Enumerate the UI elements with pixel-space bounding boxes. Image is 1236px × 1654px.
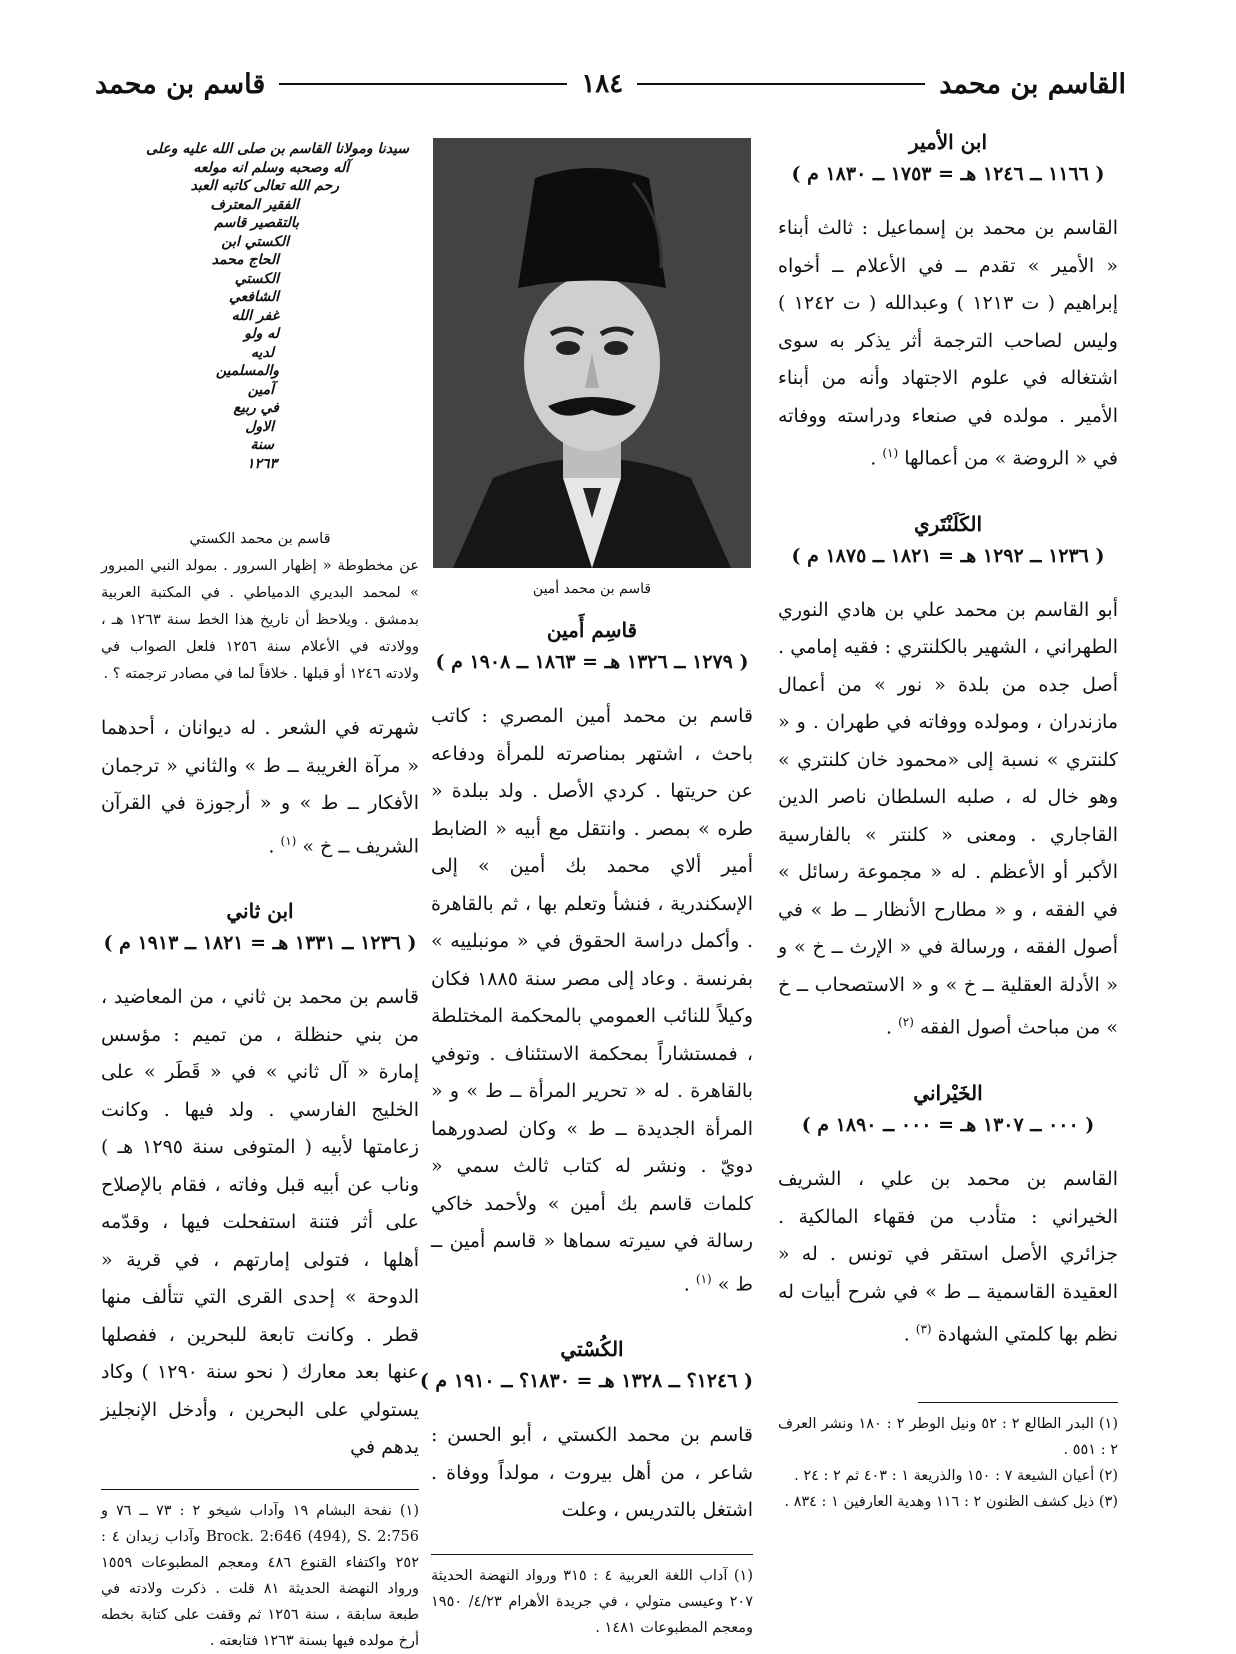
footnote-list [778, 1411, 1118, 1515]
manuscript-text [109, 140, 419, 473]
entry-body-text: أبو القاسم بن محمد علي بن هادي النوري الطهراني ، الشهير بالكلنتري : فقيه إمامي . أصل جده من بلدة « نور » من أعمال مازندران ، ومولده ووفاته في طهران . و « كلنتري » نسبة إلى «محمود خان كلنتري » وهو خال له ، صلبه السلطان ناصر الدين القاجاري . ومعنى « كلنتر » بالفارسية الأكبر أو الأعظم . له « مجموعة رسائل » في الفقه ، و « مطارح الأنظار ــ ط » في أصول الفقه ، ورسالة في « الإرث ــ خ » و « الأدلة العقلية ــ خ » و « الاستصحاب ــ خ » من مباحث أصول الفقه [778, 598, 1118, 1039]
manuscript-line: الحاج محمد [211, 252, 279, 268]
manuscript-caption-body: عن مخطوطة « إظهار السرور . بمولد النبي المبرور » لمحمد البديري الدمياطي . في المكتبة العربية بدمشق . ويلاحظ أن تاريخ هذا الخط سنة ١٢٦٣ هـ ، وولادته في الأعلام سنة ١٢٥٦ فلعل الصواب في ولادته ١٢٤٦ أو قبلها . خلافاً لما في مصادر ترجمته ؟ . [101, 558, 420, 682]
manuscript-line: رحم الله تعالى كاتبه العبد [190, 178, 339, 194]
entry-body: قاسم بن محمد أمين المصري : كاتب باحث ، اشتهر بمناصرته للمرأة ودفاعه عن حريتها . كردي الأصل . ولد ببلدة « طره » بمصر . وانتقل مع أبيه « الضابط أمير ألاي محمد بك أمين » إلى الإسكندرية ، فنشأ وتعلم بها ، ثم بالقاهرة . وأكمل دراسة الحقوق في « مونبلييه » بفرنسة . وعاد إلى مصر سنة ١٨٨٥ فكان وكيلاً للنائب العمومي بالمحكمة المختلطة ، فمستشاراً بمحكمة الاستئناف . وتوفي بالقاهرة . له « تحرير المرأة ــ ط » و « المرأة الجديدة ــ ط » وكان لصدورهما دويّ . ونشر له كتاب ثالث سمي « كلمات قاسم بك أمين » ولأحمد خاكي رسالة في سيرته سماها « قاسم أمين ــ ط » $^{(١)}$ . [431, 705, 754, 1295]
manuscript-line: والمسلمين [215, 363, 279, 379]
entry-title: الكُسْتي [560, 1337, 624, 1362]
manuscript-line: الكستي [234, 270, 279, 287]
entry-title: الكَلَنْتَري [913, 511, 983, 536]
entry-dates: ( ١٢٤٦؟ ــ ١٣٢٨ هـ = ١٨٣٠؟ ــ ١٩١٠ م ) [419, 1370, 753, 1393]
manuscript-caption-title: قاسم بن محمد الكستي [189, 531, 331, 547]
footnote: (٣) ذيل كشف الظنون ٢ : ١١٦ وهدية العارفين ١ : ٨٣٤ . [784, 1493, 1118, 1510]
entry-title: الخَيْراني [913, 1081, 983, 1106]
manuscript-line: الفقير المعترف [210, 196, 299, 213]
footnotes [101, 1489, 419, 1654]
entry-body-continued: شهرته في الشعر . له ديوانان ، أحدهما « مرآة الغريبة ــ ط » والثاني « ترجمان الأفكار ــ ط » و « أرجوزة في القرآن الشريف ــ خ » $^{(١)}$ . [101, 717, 419, 857]
manuscript-line: آمين [247, 381, 274, 398]
footnote: (١) نفحة البشام ١٩ وآداب شيخو ٢ : ٧٣ ــ ٧٦ و Brock. 2:646 (494), S. 2:756 وآداب زيدان ٤ : ٢٥٢ واكتفاء القنوع ٤٨٦ ومعجم المطبوعات ١٥٥٩ ورواد النهضة الحديثة ٨١ قلت . ذكرت ولادته في طبعة سابقة ، سنة ١٢٥٦ ثم وقفت على كتابة بخطه أرخ مولده فيها بسنة ١٢٦٣ فتابعته . [101, 1502, 419, 1649]
manuscript-line: سنة [250, 437, 274, 453]
entry-dates: ( ١٢٧٩ ــ ١٣٢٦ هـ = ١٨٦٣ ــ ١٩٠٨ م ) [435, 651, 749, 673]
footnote: (١) آداب اللغة العربية ٤ : ٣١٥ ورواد النهضة الحديثة ٢٠٧ وعيسى متولي ، في جريدة الأهرام ٤/٢٣/ ١٩٥٠ ومعجم المطبوعات ١٤٨١ . [431, 1567, 753, 1636]
entry-body: قاسم بن محمد بن ثاني ، من المعاضيد ، من بني حنظلة ، من تميم : مؤسس إمارة « آل ثاني » في « قَطَر » على الخليج الفارسي . ولد فيها . وكانت زعامتها لأبيه ( المتوفى سنة ١٢٩٥ هـ ) وناب عن أبيه قبل وفاته ، فقام بالإصلاح على أثر فتنة استفحلت فيها ، وقدّمه أهلها ، فتولى إمارتهم ، في قرية « الدوحة » إحدى القرى التي تتألف منها قطر . وكانت تابعة للبحرين ، ففصلها عنها بعد معارك ( نحو سنة ١٢٩٠ ) وكاد يستولي على البحرين ، وأدخل الإنجليز يدهم في [101, 986, 419, 1459]
footnote-ref: (١) [882, 446, 899, 460]
footnote-ref: (٢) [898, 1015, 914, 1030]
running-title-right: القاسم بن محمد [939, 68, 1126, 100]
footnote-ref: (١) [280, 833, 297, 848]
right-column [778, 126, 1118, 1515]
entry-dates: ( ٠٠٠ ــ ١٣٠٧ هـ = ٠٠٠ ــ ١٨٩٠ م ) [801, 1114, 1095, 1137]
entry-body: القاسم بن محمد بن علي ، الشريف الخيراني : متأدب من فقهاء المالكية . جزائري الأصل استقر في تونس . له « العقيدة القاسمية ــ ط » في شرح أبيات له نظم بها كلمتي الشهادة $^{(٣)}$ . [778, 1168, 1118, 1346]
manuscript-line: سيدنا ومولانا القاسم بن صلى الله عليه وعلى [146, 141, 409, 157]
footnote-ref: (٣) [915, 1322, 932, 1337]
footnotes [431, 1554, 753, 1641]
entry-body: أبو القاسم بن محمد علي بن هادي النوري الطهراني ، الشهير بالكلنتري : فقيه إمامي . أصل جده من بلدة « نور » من أعمال مازندران ، ومولده ووفاته في طهران . و « كلنتري » نسبة إلى «محمود خان كلنتري » وهو خال له ، صلبه السلطان ناصر الدين القاجاري . ومعنى « كلنتر » بالفارسية الأكبر أو الأعظم . له « مجموعة رسائل » في الفقه ، و « مطارح الأنظار ــ ط » في أصول الفقه ، ورسالة في « الإرث ــ خ » و « الأدلة العقلية ــ خ » و « الاستصحاب ــ خ » من مباحث أصول الفقه $^{(٢)}$ . [778, 598, 1118, 1039]
photo-caption: قاسم بن محمد أمين [532, 581, 652, 597]
footnotes [918, 1402, 1118, 1411]
manuscript-line: في ربيع [233, 400, 279, 416]
entry-title: ابن الأمير [908, 130, 988, 154]
footnote: (٢) أعيان الشيعة ٧ : ١٥٠ والذريعة ١ : ٤٠٣ ثم ٢ : ٢٤ . [794, 1467, 1118, 1484]
entry-title: قاسِم أَمين [546, 618, 638, 642]
entry-body-text: القاسم بن محمد بن علي ، الشريف الخيراني : متأدب من فقهاء المالكية . جزائري الأصل استقر في تونس . له « العقيدة القاسمية ــ ط » في شرح أبيات له نظم بها كلمتي الشهادة [778, 1168, 1118, 1346]
page-number: ١٨٤ [581, 69, 624, 99]
header-rule-left [279, 83, 567, 85]
manuscript-line: الكستي ابن [221, 233, 289, 250]
entry-body-text: القاسم بن محمد بن إسماعيل : ثالث أبناء « الأمير » تقدم ــ في الأعلام ــ أخواه إبراهيم ( ت ١٢١٣ ) وعبدالله ( ت ١٢٤٢ ) وليس لصاحب الترجمة أثر يذكر به سوى اشتغاله في علوم الاجتهاد وأنه من أبناء الأمير . مولده في صنعاء ودراسته ووفاته في « الروضة » من أعمالها [778, 217, 1118, 470]
left-column [101, 126, 419, 1654]
manuscript-line: غفر الله [231, 307, 279, 324]
manuscript-line: لديه [250, 344, 274, 361]
manuscript-line: ١٢٦٣ [246, 455, 277, 472]
footnote: (١) البدر الطالع ٢ : ٥٢ ونيل الوطر ٢ : ١٨٠ ونشر العرف ٢ : ٥٥١ . [778, 1415, 1119, 1458]
entry-title: ابن ثاني [226, 899, 294, 924]
manuscript-caption [101, 526, 419, 688]
entry-body: قاسم بن محمد الكستي ، أبو الحسن : شاعر ، من أهل بيروت ، مولداً ووفاة . اشتغل بالتدريس ، وعلت [431, 1424, 753, 1522]
running-title-left: قاسم بن محمد [95, 68, 266, 100]
manuscript-line: الشافعي [228, 289, 279, 305]
manuscript-line: الاول [245, 418, 274, 435]
page-header [95, 62, 1126, 106]
entry-dates: ( ١٢٣٦ ــ ١٣٣١ هـ = ١٨٢١ ــ ١٩١٣ م ) [103, 932, 417, 955]
portrait-illustration [433, 138, 751, 568]
entry-dates: ( ١١٦٦ ــ ١٢٤٦ هـ = ١٧٥٣ ــ ١٨٣٠ م ) [791, 163, 1105, 185]
entry-body-text: شهرته في الشعر . له ديوانان ، أحدهما « مرآة الغريبة ــ ط » والثاني « ترجمان الأفكار ــ ط » و « أرجوزة في القرآن الشريف ــ خ » [101, 717, 419, 857]
manuscript-line: بالتقصير قاسم [214, 215, 299, 231]
portrait-photo [433, 138, 751, 568]
entry-dates: ( ١٢٣٦ ــ ١٢٩٢ هـ = ١٨٢١ ــ ١٨٧٥ م ) [791, 544, 1105, 567]
manuscript-line: له ولو [244, 326, 279, 342]
entry-body: القاسم بن محمد بن إسماعيل : ثالث أبناء « الأمير » تقدم ــ في الأعلام ــ أخواه إبراهيم ( ت ١٢١٣ ) وعبدالله ( ت ١٢٤٢ ) وليس لصاحب الترجمة أثر يذكر به سوى اشتغاله في علوم الاجتهاد وأنه من أبناء الأمير . مولده في صنعاء ودراسته ووفاته في « الروضة » من أعمالها $^{(١)}$ . [778, 217, 1118, 470]
manuscript-line: آله وصحبه وسلم انه مولعه [193, 159, 349, 176]
footnote-ref: (١) [695, 1271, 712, 1286]
middle-column [419, 126, 754, 1641]
manuscript-image [109, 140, 419, 520]
header-rule-right [637, 83, 925, 85]
entry-body-text: قاسم بن محمد أمين المصري : كاتب باحث ، اشتهر بمناصرته للمرأة ودفاعه عن حريتها . كردي الأصل . ولد ببلدة « طره » بمصر . وانتقل مع أبيه « الضابط أمير ألاي محمد بك أمين » إلى الإسكندرية ، فنشأ وتعلم بها ، ثم بالقاهرة . وأكمل دراسة الحقوق في « مونبلييه » بفرنسة . وعاد إلى مصر سنة ١٨٨٥ فكان وكيلاً للنائب العمومي بالمحكمة المختلطة ، فمستشاراً بمحكمة الاستئناف . وتوفي بالقاهرة . له « تحرير المرأة ــ ط » و « المرأة الجديدة ــ ط » وكان لصدورهما دويّ . ونشر له كتاب ثالث سمي « كلمات قاسم بك أمين » ولأحمد خاكي رسالة في سيرته سماها « قاسم أمين ــ ط » [431, 705, 754, 1295]
